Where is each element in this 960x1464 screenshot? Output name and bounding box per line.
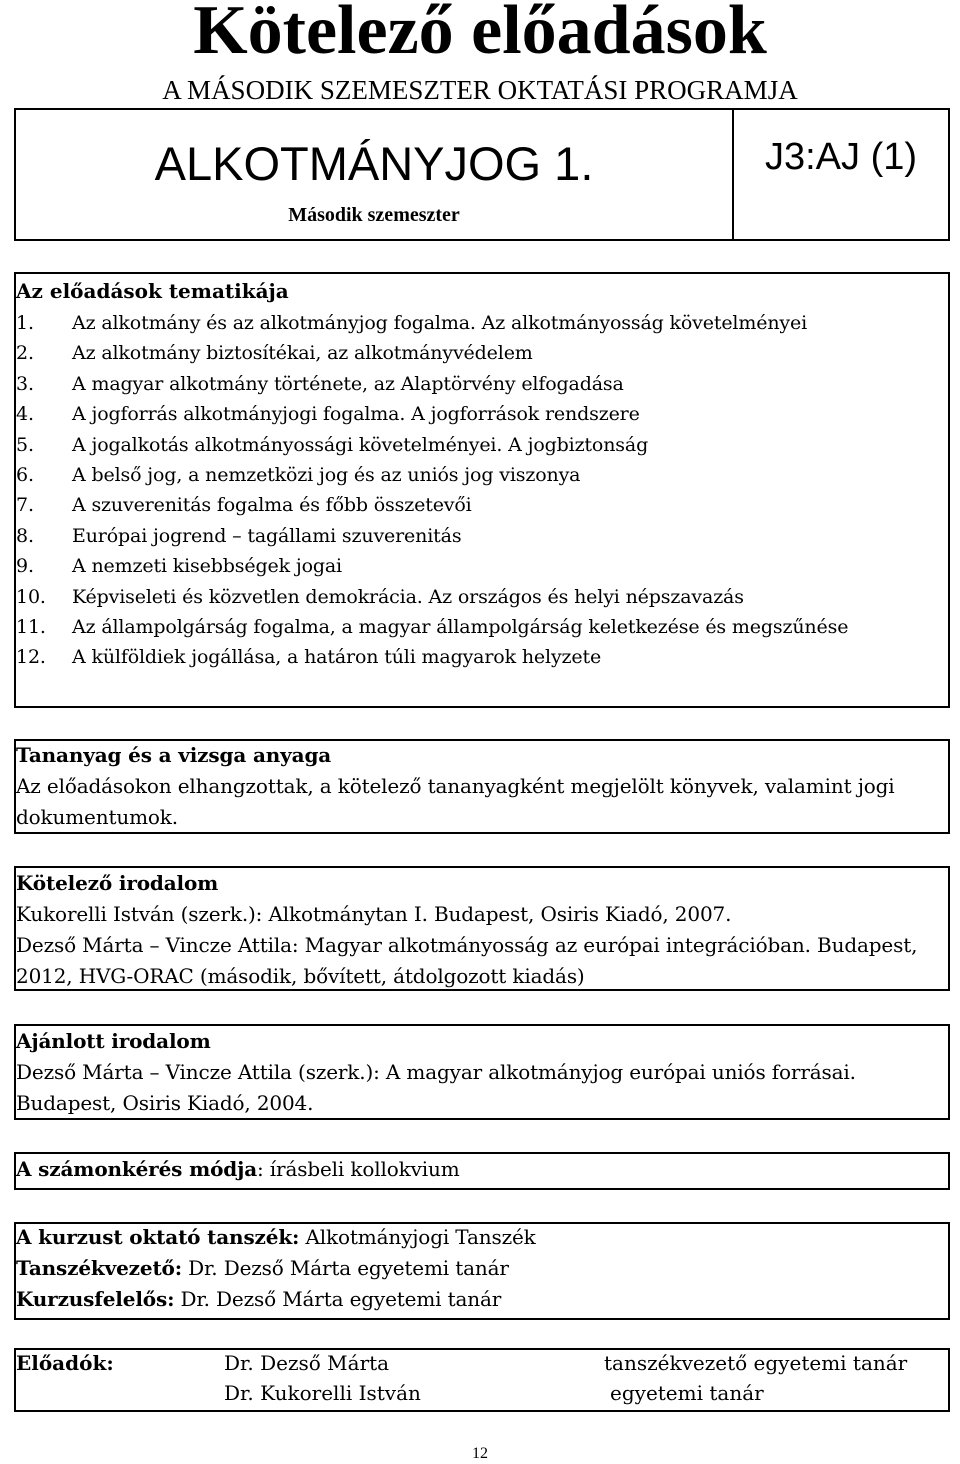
required-reading-item: Dezső Márta – Vincze Attila: Magyar alkotmányosság az európai integrációban. Budapest, 2012, HVG-ORAC (második, bővített, átdolgozott kiadás) <box>16 933 918 988</box>
topic-text: A magyar alkotmány története, az Alaptörvény elfogadása <box>72 372 624 395</box>
lecturer-role: egyetemi tanár <box>610 1381 764 1405</box>
course-responsible-value: Dr. Dezső Márta egyetemi tanár <box>174 1287 502 1311</box>
topic-text: A szuverenitás fogalma és főbb összetevői <box>72 494 472 517</box>
topic-number: 11. <box>16 616 46 639</box>
topic-text: Az alkotmány és az alkotmányjog fogalma. Az alkotmányosság követelményei <box>72 312 808 334</box>
course-responsible-line <box>16 1284 942 1315</box>
recommended-reading-heading: Ajánlott irodalom <box>16 1029 211 1053</box>
topic-text: A jogalkotás alkotmányossági követelményei. A jogbiztonság <box>72 433 649 456</box>
topic-text: A nemzeti kisebbségek jogai <box>72 555 342 578</box>
topic-item <box>16 612 936 642</box>
material-text: Az előadásokon elhangzottak, a kötelező tananyagként megjelölt könyvek, valamint jogi dokumentumok. <box>16 774 895 829</box>
required-reading-item: Kukorelli István (szerk.): Alkotmánytan I. Budapest, Osiris Kiadó, 2007. <box>16 902 732 926</box>
topic-list <box>16 308 936 673</box>
topic-item <box>16 369 936 399</box>
topic-text: Az alkotmány biztosítékai, az alkotmányvédelem <box>72 342 533 365</box>
lecturer-name: Dr. Kukorelli István <box>224 1381 421 1405</box>
topic-item <box>16 551 936 581</box>
topic-number: 7. <box>16 494 34 517</box>
topic-number: 2. <box>16 342 34 365</box>
topic-text: Az állampolgárság fogalma, a magyar állampolgárság keletkezése és megszűnése <box>72 616 849 639</box>
lecturers-label: Előadók: <box>16 1351 114 1375</box>
lecturer-row <box>16 1378 942 1408</box>
topic-number: 9. <box>16 555 34 578</box>
page-number: 12 <box>472 1445 488 1462</box>
topic-item <box>16 430 936 460</box>
department-label: A kurzust oktató tanszék: <box>16 1225 300 1249</box>
assessment-section <box>16 1154 942 1185</box>
department-section <box>16 1222 942 1315</box>
head-of-department-value: Dr. Dezső Márta egyetemi tanár <box>181 1256 509 1280</box>
course-semester: Második szemeszter <box>288 204 460 226</box>
page-subtitle: A MÁSODIK SZEMESZTER OKTATÁSI PROGRAMJA <box>162 75 798 105</box>
topic-text: A belső jog, a nemzetközi jog és az uniós jog viszonya <box>72 464 581 487</box>
topic-number: 12. <box>16 646 46 669</box>
assessment-label: A számonkérés módja <box>16 1157 257 1181</box>
topic-number: 3. <box>16 372 34 395</box>
required-reading-heading: Kötelező irodalom <box>16 871 219 895</box>
topic-text: A külföldiek jogállása, a határon túli magyarok helyzete <box>72 646 602 669</box>
topic-item <box>16 460 936 490</box>
lecturer-name: Dr. Dezső Márta <box>224 1351 390 1375</box>
department-line <box>16 1222 942 1253</box>
topic-text: Képviseleti és közvetlen demokrácia. Az országos és helyi népszavazás <box>72 585 744 608</box>
material-section <box>16 740 942 833</box>
lecturers-section <box>16 1348 942 1408</box>
topic-number: 8. <box>16 524 34 547</box>
topic-item <box>16 399 936 429</box>
department-value: Alkotmányjogi Tanszék <box>299 1225 536 1249</box>
head-of-department-label: Tanszékvezető: <box>16 1256 182 1280</box>
course-responsible-label: Kurzusfelelős: <box>16 1287 175 1311</box>
topic-number: 5. <box>16 433 34 456</box>
course-code: J3:AJ (1) <box>764 136 918 178</box>
topic-item <box>16 490 936 520</box>
topic-item <box>16 308 936 338</box>
topic-text: Európai jogrend – tagállami szuverenitás <box>72 524 462 547</box>
material-heading: Tananyag és a vizsga anyaga <box>16 743 332 767</box>
topic-text: A jogforrás alkotmányjogi fogalma. A jogforrások rendszere <box>72 403 640 426</box>
topic-number: 4. <box>16 403 34 426</box>
topic-number: 10. <box>16 585 46 608</box>
course-title: ALKOTMÁNYJOG 1. <box>154 137 594 190</box>
head-of-department-line <box>16 1253 942 1284</box>
lecturer-row <box>16 1348 942 1378</box>
topic-number: 1. <box>16 312 34 334</box>
topic-item <box>16 521 936 551</box>
topic-item <box>16 582 936 612</box>
topic-item <box>16 338 936 368</box>
topic-number: 6. <box>16 464 34 487</box>
topics-heading: Az előadások tematikája <box>16 279 289 303</box>
recommended-reading-text: Dezső Márta – Vincze Attila (szerk.): A magyar alkotmányjog európai uniós forrásai. Budapest, Osiris Kiadó, 2004. <box>16 1060 856 1115</box>
lecturer-role: tanszékvezető egyetemi tanár <box>604 1351 908 1375</box>
recommended-reading-section <box>16 1026 942 1119</box>
assessment-value: : írásbeli kollokvium <box>257 1157 460 1181</box>
page-title: Kötelező előadások <box>193 0 767 69</box>
topic-item <box>16 642 936 672</box>
required-reading-section <box>16 868 942 992</box>
